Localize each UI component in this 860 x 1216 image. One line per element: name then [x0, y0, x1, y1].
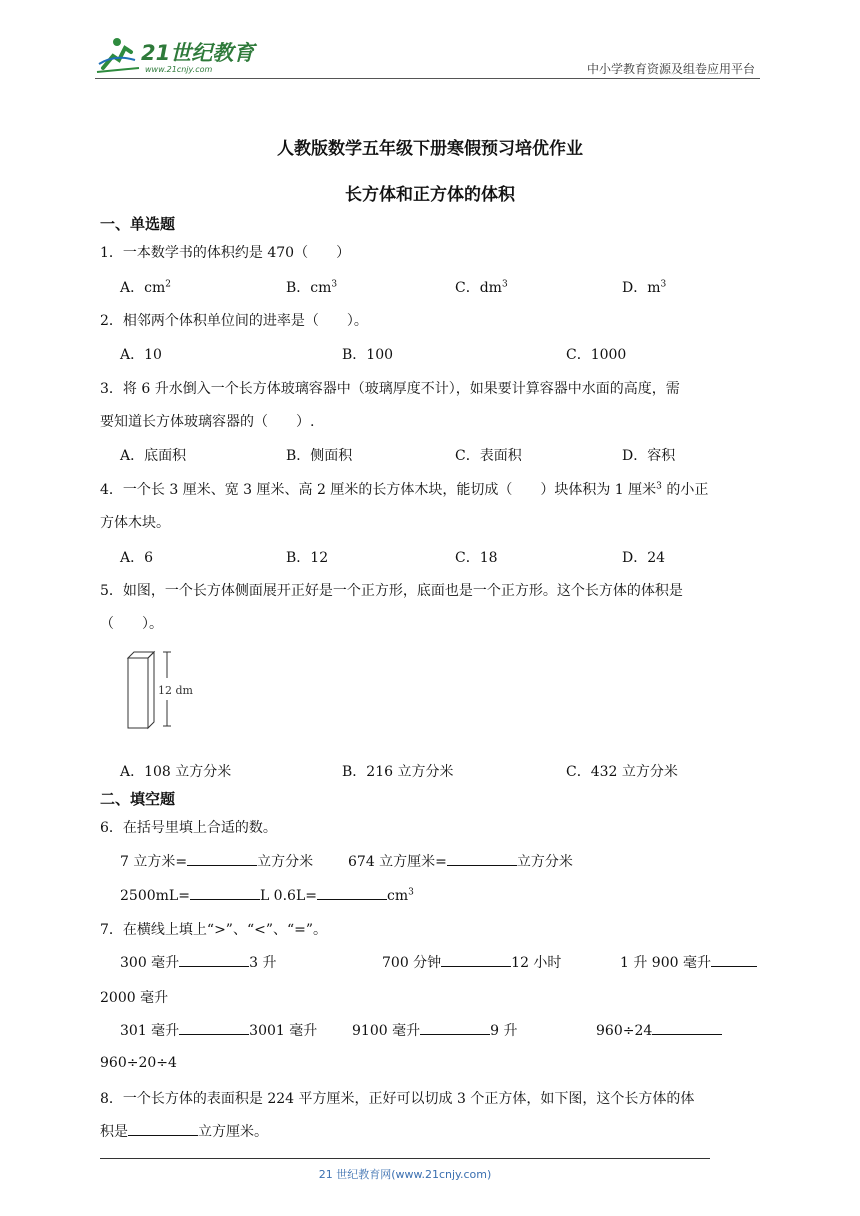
q7-r1-item-1: 300 毫升 3 升 — [120, 952, 277, 972]
answer-blank[interactable] — [128, 1121, 198, 1136]
q3-option-a: A．底面积 — [120, 448, 187, 464]
q7-r1-continued: 2000 毫升 — [100, 990, 169, 1006]
q7-r1-item-3: 1 升 900 毫升 — [620, 952, 757, 972]
answer-blank[interactable] — [441, 952, 511, 967]
q4-option-c: C．18 — [455, 550, 498, 566]
answer-blank[interactable] — [187, 851, 257, 866]
svg-text:www.21cnjy.com: www.21cnjy.com — [145, 65, 213, 74]
question-5-line-1: 5．如图，一个长方体侧面展开正好是一个正方形，底面也是一个正方形。这个长方体的体积是 — [100, 583, 683, 599]
question-5-line-2: （ ）。 — [100, 616, 163, 632]
svg-text:21世纪教育: 21世纪教育 — [141, 41, 255, 65]
footer-text: 21 世纪教育网(www.21cnjy.com) — [318, 1168, 492, 1181]
answer-blank[interactable] — [179, 952, 249, 967]
q7-r2-continued: 960÷20÷4 — [100, 1055, 177, 1071]
q2-option-b: B．100 — [342, 347, 394, 363]
question-1: 1．一本数学书的体积约是 470（ ） — [100, 245, 351, 261]
q4-option-d: D．24 — [622, 550, 666, 566]
cuboid-side-face — [148, 652, 154, 728]
runner-icon — [97, 38, 139, 72]
question-8-line-2: 积是 立方厘米。 — [100, 1121, 268, 1141]
q4-option-b: B．12 — [286, 550, 329, 566]
q7-r1-item-2: 700 分钟 12 小时 — [382, 952, 561, 972]
q3-option-b: B．侧面积 — [286, 448, 353, 464]
logo — [95, 34, 265, 76]
question-7: 7．在横线上填上“>”、“<”、“=”。 — [100, 922, 328, 938]
answer-blank[interactable] — [447, 851, 517, 866]
footer-divider — [100, 1158, 710, 1159]
q1-option-b: B．$cm^3$ — [286, 279, 338, 296]
answer-blank[interactable] — [190, 885, 260, 900]
question-8-line-1: 8．一个长方体的表面积是 224 平方厘米，正好可以切成 3 个正方体，如下图，这个长方体的体 — [100, 1091, 695, 1107]
q6-row-2: 2500mL= L $0.6L= cm^3$ — [120, 885, 414, 904]
q7-r2-item-1: 301 毫升 3001 毫升 — [120, 1020, 317, 1040]
q2-option-c: C．1000 — [566, 347, 627, 363]
q1-option-d: D．$m^3$ — [622, 279, 667, 296]
question-6: 6．在括号里填上合适的数。 — [100, 820, 277, 836]
answer-blank[interactable] — [317, 885, 387, 900]
q7-r2-item-3: 960÷24 — [596, 1020, 722, 1039]
section-heading-fill-blank: 二、填空题 — [100, 790, 176, 808]
q3-option-d: D．容积 — [622, 448, 676, 464]
question-3-line-2: 要知道长方体玻璃容器的（ ）. — [100, 414, 315, 430]
question-4-line-2: 方体木块。 — [100, 515, 170, 531]
q6-row-1: 7 立方米= 立方分米 674 立方厘米= 立方分米 — [120, 851, 573, 871]
q3-option-c: C．表面积 — [455, 448, 522, 464]
document-title: 人教版数学五年级下册寒假预习培优作业 — [277, 139, 583, 159]
q5-option-a: A．108 立方分米 — [120, 764, 232, 780]
question-4-line-1: 4．一个长 3 厘米、宽 3 厘米、高 2 厘米的长方体木块，能切成（ ）块体积为 1 厘米$^3$ 的小正 — [100, 481, 709, 498]
q2-option-a: A．10 — [120, 347, 162, 363]
q5-option-b: B．216 立方分米 — [342, 764, 454, 780]
cuboid-figure — [122, 648, 202, 730]
cuboid-top-face — [128, 652, 154, 658]
answer-blank[interactable] — [711, 952, 757, 967]
q4-option-a: A．6 — [120, 550, 154, 566]
q1-option-a: A．$cm^2$ — [120, 279, 171, 296]
question-3-line-1: 3．将 6 升水倒入一个长方体玻璃容器中（玻璃厚度不计），如果要计算容器中水面的高度，需 — [100, 381, 680, 397]
figure-height-label: 12 dm — [158, 684, 193, 697]
q7-r2-item-2: 9100 毫升 9 升 — [352, 1020, 517, 1040]
q1-option-c: C．$dm^3$ — [455, 279, 508, 296]
question-2: 2．相邻两个体积单位间的进率是（ ）。 — [100, 313, 368, 329]
section-heading-single-choice: 一、单选题 — [100, 215, 176, 233]
cuboid-front-face — [128, 658, 148, 728]
document-subtitle: 长方体和正方体的体积 — [345, 185, 515, 205]
header-divider — [95, 78, 760, 79]
answer-blank[interactable] — [179, 1020, 249, 1035]
answer-blank[interactable] — [420, 1020, 490, 1035]
platform-name: 中小学教育资源及组卷应用平台 — [586, 62, 755, 76]
answer-blank[interactable] — [652, 1020, 722, 1035]
q5-option-c: C．432 立方分米 — [566, 764, 678, 780]
